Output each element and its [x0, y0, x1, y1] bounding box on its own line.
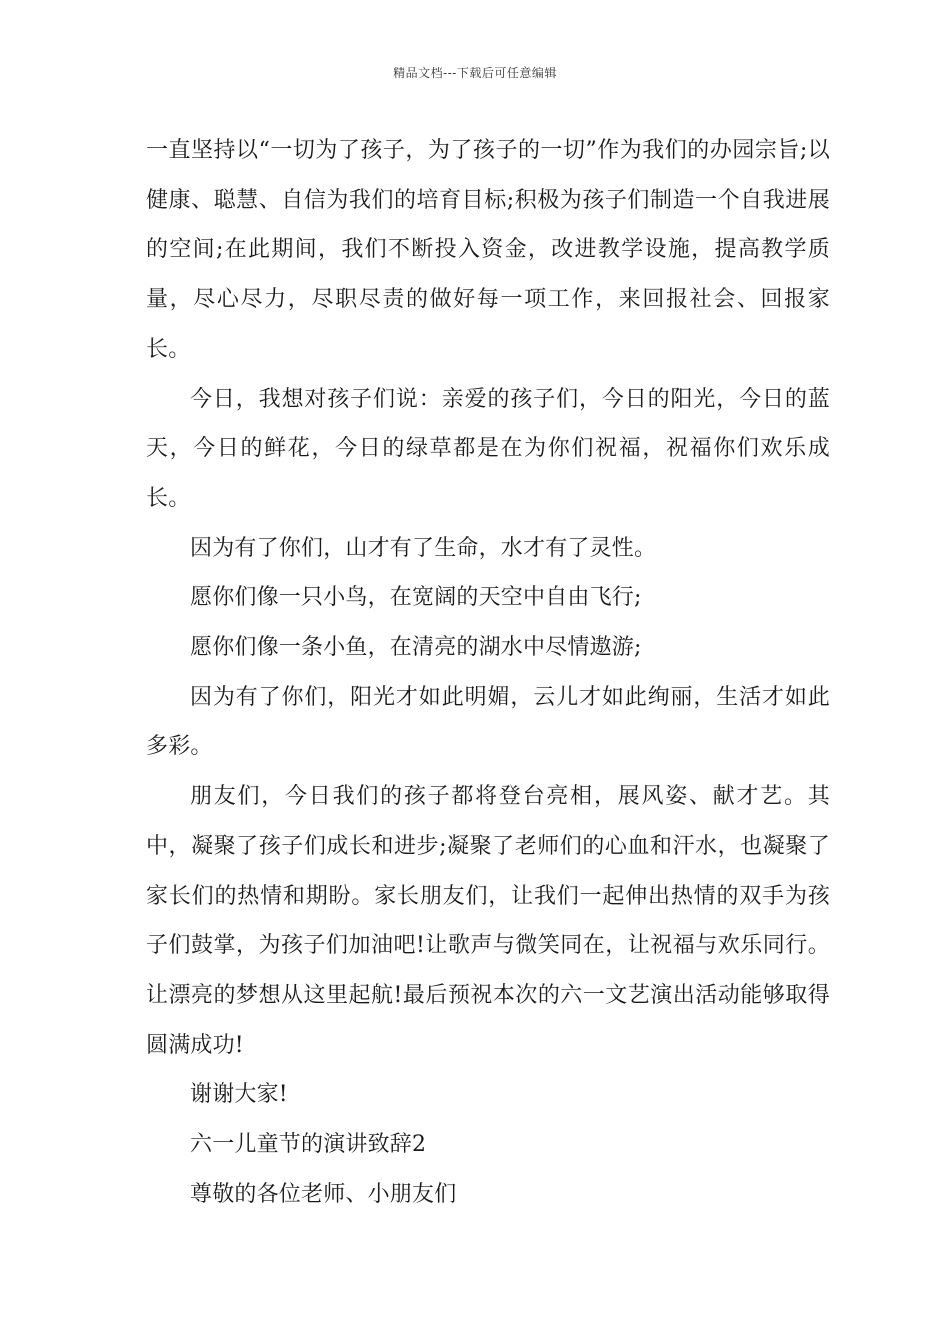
paragraph-thanks: 谢谢大家!: [190, 1082, 288, 1108]
page-header: 精品文档---下载后可任意编辑: [393, 66, 557, 80]
paragraph-friends: 朋友们，今日我们的孩子都将登台亮相，展风姿、献才艺。其中，凝聚了孩子们成长和进步;凝聚了老师们的心血和汗水，也凝聚了家长们的热情和期盼。家长朋友们，让我们一起伸出热情的双手为孩子们鼓掌，为孩子们加油吧!让歌声与微笑同在，让祝福与欢乐同行。让漂亮的梦想从这里起航!最后预祝本次的六一文艺演出活动能够取得圆满成功!: [146, 784, 830, 1058]
section-title-speech-2: 六一儿童节的演讲致辞2: [190, 1132, 427, 1158]
paragraph-greeting: 尊敬的各位老师、小朋友们: [190, 1181, 457, 1207]
paragraph-mission: 一直坚持以“一切为了孩子，为了孩子的一切”作为我们的办园宗旨;以健康、聪慧、自信为我们的培育目标;积极为孩子们制造一个自我进展的空间;在此期间，我们不断投入资金，改进教学设施，提高教学质量，尽心尽力，尽职尽责的做好每一项工作，来回报社会、回报家长。: [146, 138, 830, 362]
paragraph-because-of-you: 因为有了你们，山才有了生命，水才有了灵性。: [190, 535, 657, 561]
paragraph-message-to-children: 今日，我想对孩子们说：亲爱的孩子们，今日的阳光，今日的蓝天，今日的鲜花，今日的绿草都是在为你们祝福，祝福你们欢乐成长。: [146, 386, 830, 511]
paragraph-sunshine: 因为有了你们，阳光才如此明媚，云儿才如此绚丽，生活才如此多彩。: [146, 684, 830, 760]
document-body: [146, 126, 830, 1219]
paragraph-little-bird: 愿你们像一只小鸟，在宽阔的天空中自由飞行;: [190, 585, 642, 611]
paragraph-little-fish: 愿你们像一条小鱼，在清亮的湖水中尽情遨游;: [190, 635, 642, 661]
